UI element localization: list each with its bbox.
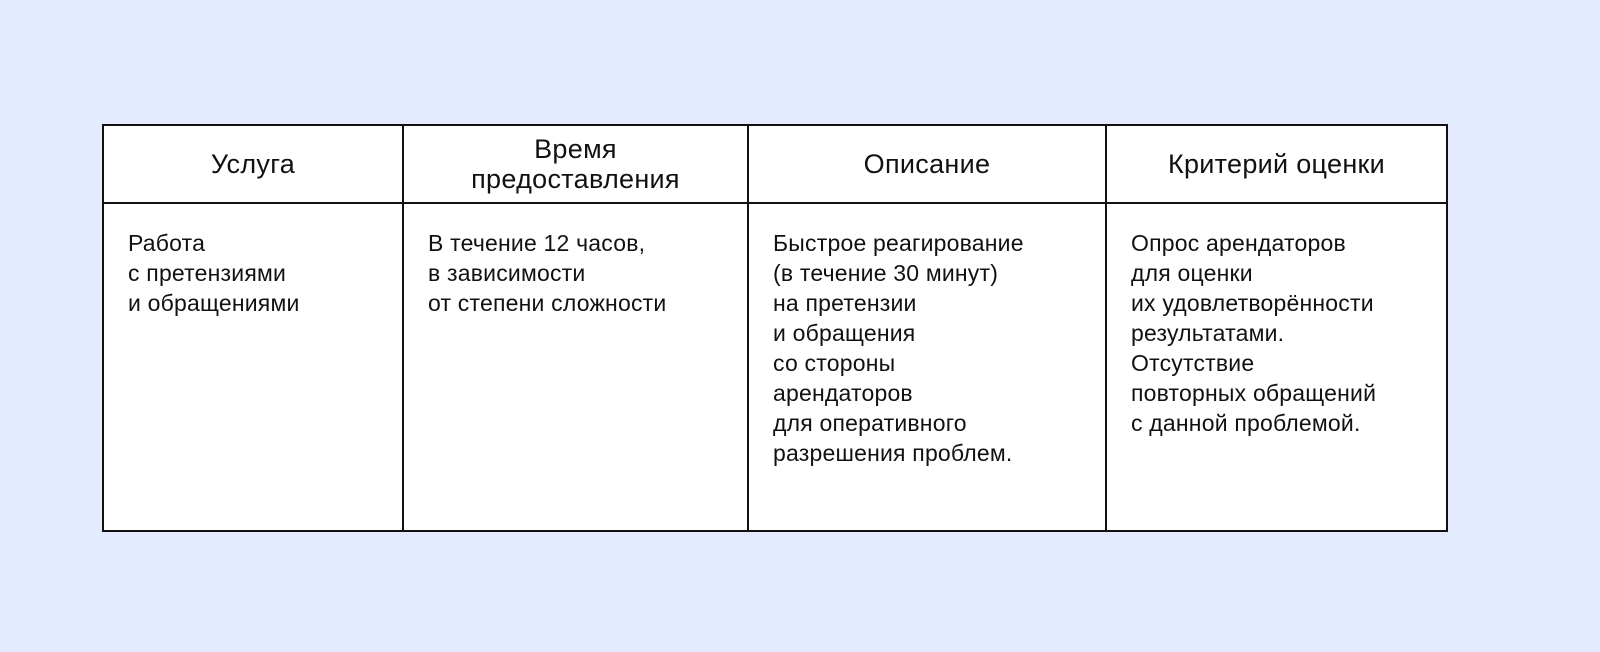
cell-line: Опрос арендаторов [1131,230,1346,256]
header-line: Критерий оценки [1167,149,1386,179]
cell-line: для оценки [1131,260,1253,286]
cell-line: Работа [128,230,206,256]
cell-line: Отсутствие [1131,350,1255,376]
header-service [103,125,403,203]
header-line: Описание [863,149,991,179]
cell-service [103,203,403,531]
cell-line: Быстрое реагирование [773,230,1024,256]
cell-line: (в течение 30 минут) [773,260,999,286]
table-header-row [103,125,1447,203]
header-time [403,125,748,203]
cell-line: повторных обращений [1131,380,1377,406]
service-table-container [102,124,1448,532]
cell-line: разрешения проблем. [773,440,1013,466]
table-row [103,203,1447,531]
cell-time [403,203,748,531]
header-line: Время [534,134,617,164]
cell-line: с претензиями [128,260,287,286]
cell-line: в зависимости [428,260,586,286]
cell-line: В течение 12 часов, [428,230,646,256]
cell-line: арендаторов [773,380,913,406]
service-table [102,124,1448,532]
cell-line: от степени сложности [428,290,667,316]
cell-line: со стороны [773,350,896,376]
cell-criterion [1106,203,1447,531]
header-line: предоставления [471,164,680,194]
cell-description [748,203,1106,531]
header-criterion [1106,125,1447,203]
header-description [748,125,1106,203]
cell-line: результатами. [1131,320,1285,346]
cell-line: и обращениями [128,290,300,316]
cell-line: и обращения [773,320,916,346]
cell-line: для оперативного [773,410,967,436]
header-line: Услуга [210,149,296,179]
cell-line: с данной проблемой. [1131,410,1361,436]
cell-line: на претензии [773,290,917,316]
cell-line: их удовлетворённости [1131,290,1374,316]
